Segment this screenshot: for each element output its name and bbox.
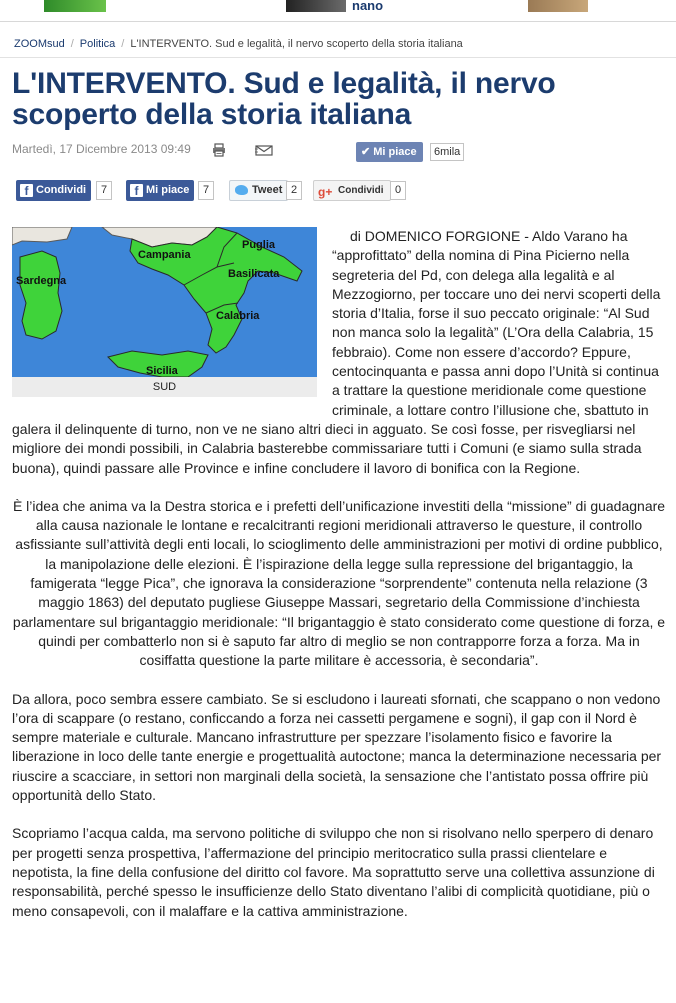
article-figure [12, 227, 317, 397]
like-count: 6mila [430, 143, 464, 161]
breadcrumb-current: L'INTERVENTO. Sud e legalità, il nervo scoperto della storia italiana [130, 38, 463, 50]
map-label-calabria: Calabria [216, 310, 260, 322]
google-plus-icon: g+ [318, 185, 333, 199]
google-plus-count: 0 [390, 181, 406, 200]
breadcrumb-section[interactable]: Politica [79, 38, 116, 50]
facebook-icon: f [130, 184, 143, 197]
tweet-count: 2 [286, 181, 302, 200]
divider [0, 21, 676, 22]
facebook-like-count: 7 [198, 181, 214, 200]
map-label-basilicata: Basilicata [228, 268, 280, 280]
related-thumbnail[interactable] [528, 0, 588, 12]
divider [0, 57, 676, 58]
print-icon[interactable] [212, 143, 226, 157]
email-icon[interactable] [255, 145, 273, 156]
top-related-strip [0, 0, 676, 18]
article-paragraph: Scopriamo l’acqua calda, ma servono politiche di sviluppo che non si risolvano nello sperpero di denaro per progetti senza prospettiva, l’affermazione del principio meritocratico sulla prassi clientelare e nepotista, la fine della confusione del diritto col favore. Ma soprattutto serve una collettiva assunzione di responsabilità, perché spesso le insufficienze dello Stato diventano l’alibi di complicità quotidiane, più o meno consapevoli, con il malaffare e la cattiva amministrazione. [12, 825, 655, 919]
related-caption[interactable]: nano [352, 0, 384, 13]
facebook-share-label: Condividi [36, 184, 87, 196]
breadcrumb-separator: / [121, 38, 125, 50]
page-title: L'INTERVENTO. Sud e legalità, il nervo scoperto della storia italiana [12, 67, 556, 131]
map-label-sardegna: Sardegna [16, 275, 67, 287]
article-paragraph: È l’idea che anima va la Destra storica e i prefetti dell’unificazione investiti della “missione” di guadagnare alla causa nazionale le lontane e recalcitranti regioni meridionali attraverso le questure, il controllo asfissiante sull’attività degli enti locali, lo scioglimento delle amministrazioni per motivi di ordine pubblico, la manipolazione delle elezioni. È l’ispirazione della legge sulla repressione del brigantaggio, la famigerata “legge Pica”, che ignorava la considerazione “sorprendente” contenuta nella relazione (3 maggio 1863) del deputato pugliese Giuseppe Massari, segretario della Commissione d’inchiesta parlamentare sul brigantaggio meridionale: “Il brigantaggio è stato considerato come questione di forza, e quindi per combatterlo non si è saputo far altro di meglio se non contrapporre forza a forza. Ma in cosiffatta questione la parte militare è accessoria, è secondaria”. [12, 497, 666, 669]
map-label-sicilia: Sicilia [146, 365, 178, 377]
tweet-button[interactable] [229, 180, 288, 201]
tweet-label: Tweet [252, 184, 283, 196]
related-thumbnail[interactable] [44, 0, 106, 12]
like-button-label: Mi piace [373, 146, 417, 158]
facebook-share-button[interactable] [16, 180, 91, 201]
facebook-like-button[interactable] [126, 180, 194, 201]
map-label-campania: Campania [138, 249, 191, 261]
article-paragraph: Da allora, poco sembra essere cambiato. Se si escludono i laureati sfornati, che scappano o non vedono l’ora di scappare (o restano, conficcando a forza nei cassetti pergamene e sogni), il gap con il Nord è sempre materiale e culturale. Mancano infrastrutture per spezzare l’isolamento fisico e favorire la liberazione in loco delle tante energie e progettualità autoctone; manca la determinazione necessaria per riuscire a scacciare, in settori non marginali della società, la sensazione che l’antistato possa offrire più opportunità dello Stato. [12, 690, 662, 804]
breadcrumb-separator: / [70, 38, 74, 50]
facebook-share-count: 7 [96, 181, 112, 200]
google-plus-share-button[interactable] [313, 180, 391, 201]
check-icon: ✔ [361, 146, 371, 158]
breadcrumb [14, 38, 463, 50]
southern-italy-map [12, 227, 317, 377]
related-thumbnail[interactable] [286, 0, 346, 12]
like-button[interactable] [356, 142, 423, 162]
article-paragraph: di DOMENICO FORGIONE - Aldo Varano ha “approfittato” della nomina di Pina Picierno nella segreteria del Pd, con delega alla legalità e al Mezzogiorno, per toccare uno dei nervi scoperti della storia d’Italia, forse il suo peccato originale: “Al Sud non manca solo la legalità” (L’Ora della Calabria, 15 febbraio). Come non essere d’accordo? Eppure, centocinquanta e passa anni dopo l’Unità si continua a trattare la questione meridionale come questione criminale, a lottare contro l’illusione che, sbattuto in galera il delinquente di turno, non ve ne siano altri dieci in agguato. Se così fosse, per risvegliarsi nel migliore dei mondi possibili, in Calabria basterebbe commissariare tutti i Comuni (e siamo sulla strada buona), quindi passare alle Province e infine concludere il lavoro di bonifica con la Regione. [12, 228, 661, 476]
article-body [12, 227, 666, 940]
breadcrumb-home[interactable]: ZOOMsud [14, 38, 65, 50]
facebook-like-label: Mi piace [146, 184, 190, 196]
twitter-bird-icon [235, 185, 248, 195]
publish-date: Martedì, 17 Dicembre 2013 09:49 [12, 142, 191, 156]
map-label-puglia: Puglia [242, 239, 276, 251]
google-plus-label: Condividi [338, 185, 384, 196]
facebook-icon: f [20, 184, 33, 197]
image-caption: SUD [12, 377, 317, 397]
